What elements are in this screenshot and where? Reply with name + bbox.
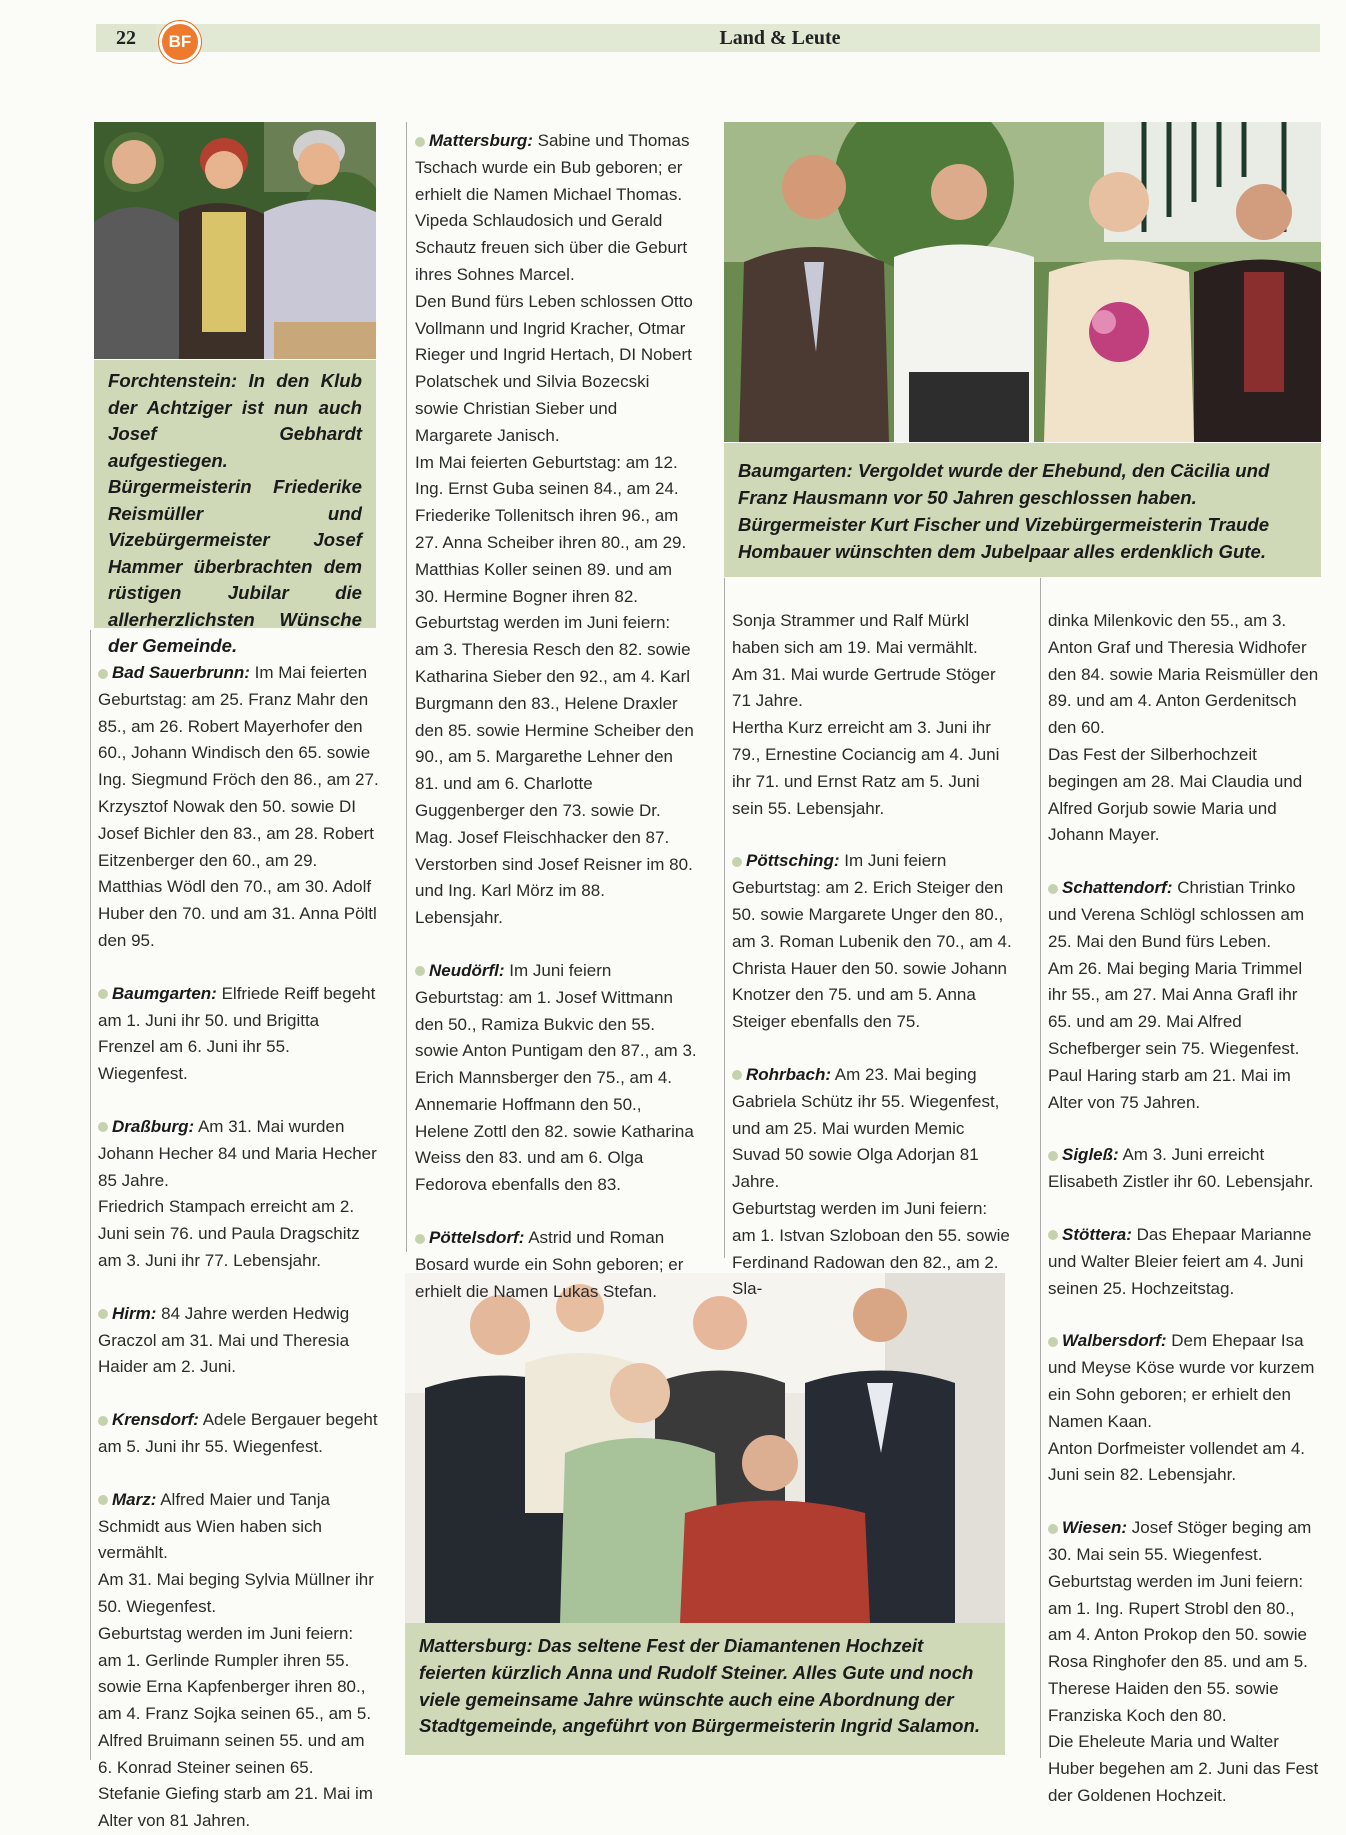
- town-name: Draßburg:: [112, 1116, 195, 1136]
- town-name: Stöttera:: [1062, 1224, 1132, 1244]
- caption-text: Mattersburg: Das seltene Fest der Diamantenen Hochzeit feierten kürzlich Anna und Rudolf Steiner. Alles Gute und noch viele gemeinsame Jahre wünschte auch eine Abordnung der Stadtgemeinde, angeführt von Bürgermeisterin Ingrid Salamon.: [419, 1635, 980, 1737]
- caption-text: Forchtenstein: In den Klub der Achtziger ist nun auch Josef Gebhardt aufgestiegen. Bürgermeisterin Friederike Reismüller und Vizebürgermeister Josef Hammer überbrachten dem rüstigen Jubilar die allerherzlichsten Wünsche der Gemeinde.: [108, 370, 362, 656]
- bullet-icon: [1048, 1337, 1058, 1347]
- item-text: Im Mai feierten Geburtstag: am 25. Franz Mahr den 85., am 26. Robert Mayerhofer den 60., Johann Windisch den 65. sowie Ing. Siegmund Fröch den 86., am 27. Krzysztof Nowak den 50. sowie DI Josef Bichler den 83., am 28. Robert Eitzenberger den 60., am 29. Matthias Wödl den 70., am 30. Adolf Huber den 70. und am 31. Anna Pöltl den 95.: [98, 663, 379, 950]
- bullet-icon: [98, 989, 108, 999]
- item-text: Friedrich Stampach erreicht am 2. Juni sein 76. und Paula Dragschitz am 3. Juni ihr 77. Lebensjahr.: [98, 1197, 360, 1270]
- item-text: Am 31. Mai wurden Johann Hecher 84 und Maria Hecher 85 Jahre.: [98, 1116, 377, 1190]
- item-text: Am 3. Juni erreicht Elisabeth Zistler ihr 60. Lebensjahr.: [1048, 1145, 1314, 1192]
- news-item-krensdorf: [98, 1407, 380, 1461]
- bullet-icon: [98, 1309, 108, 1319]
- item-text: Geburtstag werden im Juni feiern: am 3. Theresia Resch den 82. sowie Katharina Sieber den 92., am 4. Karl Burgmann den 83., Helene Draxler den 85. sowie Hermine Scheiber den 90., am 5. Margarethe Lehner den 81. und am 6. Charlotte Guggenberger den 73. sowie Dr. Mag. Josef Fleischhacker den 87.: [415, 613, 694, 847]
- town-name: Bad Sauerbrunn:: [112, 663, 250, 682]
- item-text: Das Ehepaar Marianne und Walter Bleier feiert am 4. Juni seinen 25. Hochzeitstag.: [1048, 1224, 1312, 1298]
- town-name: Rohrbach:: [746, 1064, 831, 1084]
- column-rule: [406, 122, 407, 1252]
- town-name: Wiesen:: [1062, 1518, 1128, 1538]
- town-name: Pöttsching:: [746, 851, 840, 871]
- news-item-rohrbach: [732, 1062, 1014, 1196]
- photo-forchtenstein: [94, 122, 376, 359]
- town-name: Baumgarten:: [112, 983, 217, 1003]
- item-text: Dem Ehepaar Isa und Meyse Köse wurde vor kurzem ein Sohn geboren; er erhielt den Namen Kaan.: [1048, 1331, 1315, 1431]
- town-name: Marz:: [112, 1489, 157, 1509]
- news-item-sigless: [1048, 1142, 1320, 1196]
- bullet-icon: [1048, 1230, 1058, 1240]
- item-text: Im Mai feierten Geburtstag: am 12. Ing. Ernst Guba seinen 84., am 24. Friederike Tollenitsch ihren 96., am 27. Anna Scheiber ihren 80., am 29. Matthias Koller seinen 89. und am 30. Hermine Bogner ihren 82.: [415, 452, 687, 606]
- item-text: Verstorben sind Josef Reisner im 80. und Ing. Karl Mörz im 88. Lebensjahr.: [415, 854, 693, 928]
- bullet-icon: [1048, 1151, 1058, 1161]
- bullet-icon: [415, 966, 425, 976]
- bullet-icon: [415, 137, 425, 147]
- column-rule: [1040, 578, 1041, 1758]
- item-text: Geburtstag werden im Juni feiern: am 1. Gerlinde Rumpler ihren 55. sowie Erna Kapfenberger ihren 80., am 4. Franz Sojka seinen 65., am 5. Alfred Bruimann seinen 55. und am 6. Konrad Steiner seinen 65.: [98, 1623, 372, 1777]
- town-name: Schattendorf:: [1062, 878, 1173, 898]
- item-text: Die Eheleute Maria und Walter Huber begehen am 2. Juni das Fest der Goldenen Hochzeit.: [1048, 1732, 1319, 1806]
- town-name: Pöttelsdorf:: [429, 1228, 525, 1248]
- item-text: Sonja Strammer und Ralf Mürkl haben sich am 19. Mai vermählt.: [732, 611, 978, 657]
- item-text: Christian Trinko und Verena Schlögl schlossen am 25. Mai den Bund fürs Leben.: [1048, 878, 1305, 951]
- caption-forchtenstein: [94, 360, 376, 656]
- bullet-icon: [98, 669, 108, 679]
- page-number: 22: [96, 24, 156, 52]
- news-item-marz: [98, 1487, 380, 1567]
- bullet-icon: [415, 1234, 425, 1244]
- item-text: Geburtstag werden im Juni feiern: am 1. Ing. Rupert Strobl den 80., am 4. Anton Prokop den 50. sowie Rosa Ringhofer den 85. und am 5. Therese Haiden den 55. sowie Franziska Koch den 80.: [1048, 1571, 1308, 1725]
- column-4: [1048, 608, 1320, 1810]
- column-rule: [90, 630, 91, 1760]
- news-item-neudoerfl: [415, 958, 697, 1199]
- caption-baumgarten: [724, 443, 1321, 577]
- item-text: Hertha Kurz erreicht am 3. Juni ihr 79., Ernestine Cociancig am 4. Juni ihr 71. und Ernst Ratz am 5. Juni sein 55. Lebensjahr.: [732, 718, 1000, 818]
- column-2: [415, 128, 697, 1305]
- town-name: Mattersburg:: [429, 131, 533, 150]
- bullet-icon: [1048, 884, 1058, 894]
- town-name: Hirm:: [112, 1303, 157, 1323]
- town-name: Sigleß:: [1062, 1145, 1119, 1165]
- item-text: Im Juni feiern Geburtstag: am 1. Josef Wittmann den 50., Ramiza Bukvic den 55. sowie Anton Puntigam den 87., am 3. Erich Mannsberger den 75., am 4. Annemarie Hoffmann den 50., Helene Zottl den 82. sowie Katharina Weiss den 83. und am 6. Olga Fedorova ebenfalls den 83.: [415, 960, 697, 1195]
- item-text: Im Juni feiern Geburtstag: am 2. Erich Steiger den 50. sowie Margarete Unger den 80., am 3. Roman Lubenik den 70., am 4. Christa Hauer den 50. sowie Johann Knotzer den 75. und am 5. Anna Steiger ebenfalls den 75.: [732, 851, 1012, 1032]
- bullet-icon: [732, 1070, 742, 1080]
- news-item-schattendorf: [1048, 875, 1320, 955]
- item-text: Sabine und Thomas Tschach wurde ein Bub geboren; er erhielt die Namen Michael Thomas. Vipeda Schlaudosich und Gerald Schautz freuen sich über die Geburt ihres Sohnes Marcel.: [415, 131, 690, 284]
- item-text: Am 31. Mai wurde Gertrude Stöger 71 Jahre.: [732, 664, 996, 711]
- section-title: Land & Leute: [719, 27, 841, 49]
- item-text: 84 Jahre werden Hedwig Graczol am 31. Mai und Theresia Haider am 2. Juni.: [98, 1303, 350, 1377]
- bullet-icon: [1048, 1524, 1058, 1534]
- item-text: Am 26. Mai beging Maria Trimmel ihr 55., am 27. Mai Anna Grafl ihr 65. und am 29. Mai Alfred Schefberger sein 75. Wiegenfest.: [1048, 958, 1303, 1058]
- town-name: Walbersdorf:: [1062, 1331, 1167, 1351]
- photo-mattersburg: [405, 1273, 1005, 1623]
- bullet-icon: [98, 1495, 108, 1505]
- news-item-poettsching: [732, 848, 1014, 1036]
- item-text: Geburtstag werden im Juni feiern: am 1. Istvan Szloboan den 55. sowie Ferdinand Radowan den 82., am 2. Sla-: [732, 1198, 1010, 1299]
- bullet-icon: [98, 1416, 108, 1426]
- caption-text: Baumgarten: Vergoldet wurde der Ehebund, den Cäcilia und Franz Hausmann vor 50 Jahren geschlossen haben. Bürgermeister Kurt Fischer und Vizebürgermeisterin Traude Hombauer wünschten dem Jubelpaar alles erdenklich Gute.: [738, 460, 1270, 562]
- bullet-icon: [98, 1122, 108, 1132]
- town-name: Krensdorf:: [112, 1410, 199, 1430]
- news-item-drassburg: [98, 1114, 380, 1194]
- item-text: Josef Stöger beging am 30. Mai sein 55. Wiegenfest.: [1048, 1518, 1312, 1564]
- bullet-icon: [732, 857, 742, 867]
- news-item-mattersburg: [415, 128, 697, 289]
- magazine-logo: BF: [159, 21, 201, 63]
- item-text: dinka Milenkovic den 55., am 3. Anton Graf und Theresia Widhofer den 84. sowie Maria Reismüller den 89. und am 4. Anton Gerdenitsch den 60.: [1048, 611, 1319, 738]
- news-item-wiesen: [1048, 1515, 1320, 1569]
- news-item-walbersdorf: [1048, 1328, 1320, 1435]
- item-text: Am 23. Mai beging Gabriela Schütz ihr 55. Wiegenfest, und am 25. Mai wurden Memic Suvad 50 sowie Olga Adorjan 81 Jahre.: [732, 1064, 1000, 1192]
- item-text: Paul Haring starb am 21. Mai im Alter von 75 Jahren.: [1048, 1065, 1291, 1112]
- news-item-poettelsdorf: [415, 1225, 697, 1305]
- item-text: Das Fest der Silberhochzeit begingen am 28. Mai Claudia und Alfred Gorjub sowie Maria und Johann Mayer.: [1048, 744, 1303, 845]
- item-text: Am 31. Mai beging Sylvia Müllner ihr 50. Wiegenfest.: [98, 1570, 374, 1616]
- item-text: Astrid und Roman Bosard wurde ein Sohn geboren; er erhielt die Namen Lukas Stefan.: [415, 1228, 684, 1301]
- item-text: Alfred Maier und Tanja Schmidt aus Wien haben sich vermählt.: [98, 1489, 330, 1563]
- news-item-baumgarten: [98, 981, 380, 1088]
- news-item-stoettera: [1048, 1222, 1320, 1302]
- town-name: Neudörfl:: [429, 960, 505, 980]
- photo-baumgarten: [724, 122, 1321, 442]
- column-rule: [724, 578, 725, 1258]
- news-item-hirm: [98, 1301, 380, 1381]
- item-text: Stefanie Giefing starb am 21. Mai im Alter von 81 Jahren.: [98, 1784, 373, 1831]
- item-text: Anton Dorfmeister vollendet am 4. Juni sein 82. Lebensjahr.: [1048, 1438, 1306, 1485]
- item-text: Elfriede Reiff begeht am 1. Juni ihr 50. und Brigitta Frenzel am 6. Juni ihr 55. Wiegenfest.: [98, 983, 376, 1084]
- news-item-bad-sauerbrunn: [98, 660, 380, 955]
- item-text: Adele Bergauer begeht am 5. Juni ihr 55. Wiegenfest.: [98, 1410, 378, 1456]
- column-3: [732, 608, 1014, 1303]
- item-text: Den Bund fürs Leben schlossen Otto Vollmann und Ingrid Kracher, Otmar Rieger und Ingrid Hertach, DI Nobert Polatschek und Silvia Bozecski sowie Christian Sieber und Margarete Janisch.: [415, 291, 693, 445]
- column-1: [98, 660, 380, 1835]
- caption-mattersburg: [405, 1623, 1005, 1755]
